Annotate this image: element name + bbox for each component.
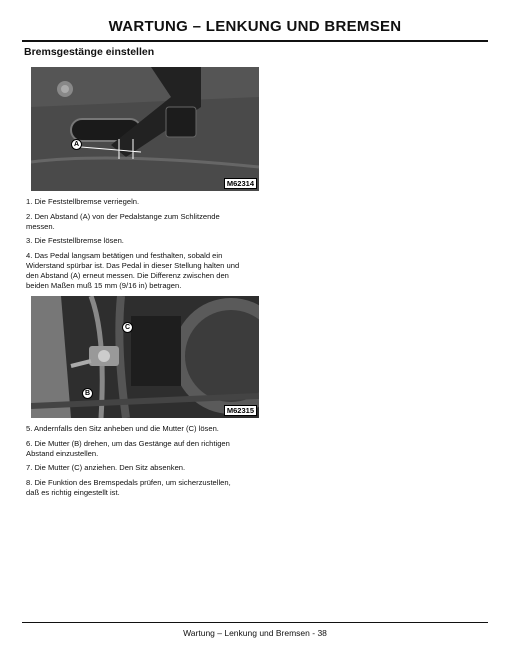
figure-code: M62314 (224, 178, 257, 189)
brake-pedal-photo (31, 67, 259, 191)
step-item: 5. Andernfalls den Sitz anheben und die Mutter (C) lösen. (26, 424, 219, 433)
step-item: 8. Die Funktion des Bremspedals prüfen, um sicherzustellen, daß es richtig eingestellt ist. (26, 478, 231, 497)
page-header-title: WARTUNG – LENKUNG UND BREMSEN (108, 18, 402, 35)
header-rule (22, 40, 488, 42)
section-heading: Bremsgestänge einstellen (24, 46, 155, 58)
brake-pedal-photo-drawing (31, 67, 259, 191)
figure-callout-b: B (82, 388, 93, 399)
step-item: 2. Den Abstand (A) von der Pedalstange zum Schlitzende messen. (26, 211, 220, 231)
page-footer: Wartung – Lenkung und Bremsen - 38 (183, 628, 327, 638)
brake-linkage-photo-drawing (31, 296, 259, 418)
instruction-steps-part1 (26, 197, 241, 295)
brake-linkage-photo (31, 296, 259, 418)
step-item: 4. Das Pedal langsam betätigen und festhalten, sobald ein Widerstand spürbar ist. Das Pedal in dieser Stellung halten und den Abstand (A) erneut messen. Die Differenz zwischen den beiden Maßen muß 15 mm (9/16 in) betragen. (26, 251, 240, 290)
footer-rule (22, 622, 488, 623)
instruction-steps-part2 (26, 424, 241, 503)
figure-callout-c: C (122, 322, 133, 333)
figure-code: M62315 (224, 405, 257, 416)
step-item: 3. Die Feststellbremse lösen. (26, 236, 124, 246)
step-item: 6. Die Mutter (B) drehen, um das Gestänge auf den richtigen Abstand einzustellen. (26, 438, 230, 458)
step-item: 7. Die Mutter (C) anziehen. Den Sitz absenken. (26, 463, 186, 473)
figure-callout-a: A (71, 139, 82, 150)
step-item: 1. Die Feststellbremse verriegeln. (26, 197, 140, 206)
